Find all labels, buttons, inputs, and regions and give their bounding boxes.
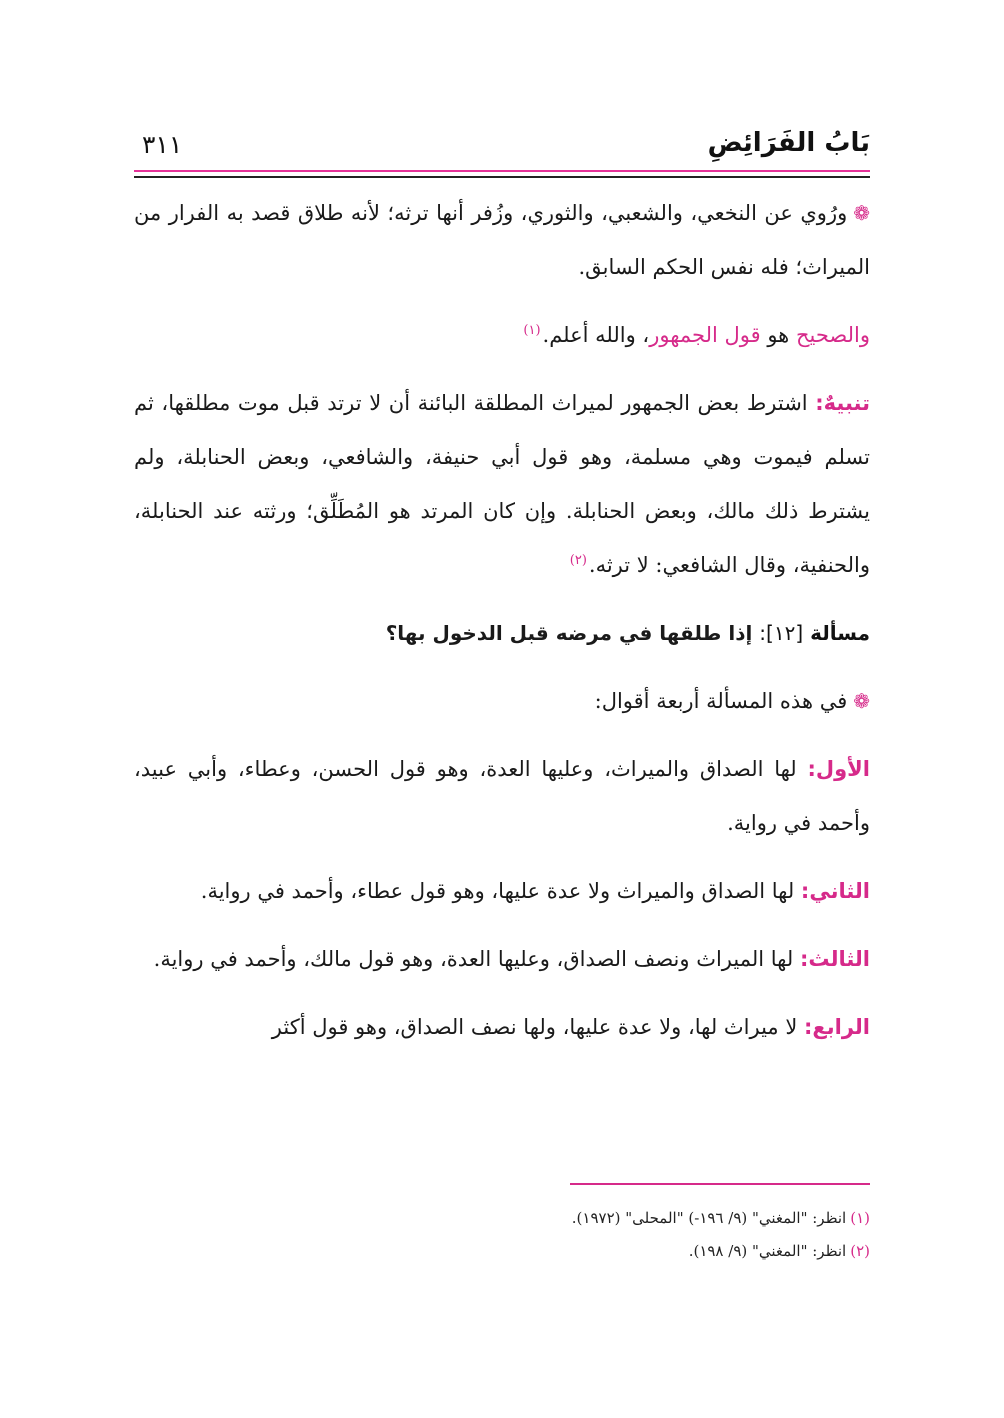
paragraph-narration [134,186,870,294]
paragraph-intro [134,674,870,728]
footnote-separator [570,1183,870,1185]
chapter-title: بَابُ الفَرَائِضِ [707,128,870,158]
page-body [134,186,870,1054]
conclusion-mid: هو [767,323,790,347]
opinion-third-text: لها الميراث ونصف الصداق، وعليها العدة، وهو قول مالك، وأحمد في رواية. [153,947,794,971]
opinion-second-text: لها الصداق والميراث ولا عدة عليها، وهو قول عطاء، وأحمد في رواية. [200,879,795,903]
issue-heading [134,606,870,660]
flower-icon: ❁ [853,201,870,225]
opinion-first [134,742,870,850]
paragraph-narration-text: ورُوي عن النخعي، والشعبي، والثوري، وزُفر أنها ترثه؛ لأنه طلاق قصد به الفرار من الميراث؛ فله نفس الحكم السابق. [134,201,870,279]
opinion-third [134,932,870,986]
footnote-2-number: (٢) [850,1242,870,1260]
footnote-1 [134,1202,870,1235]
opinion-second [134,864,870,918]
opinion-fourth-text: لا ميراث لها، ولا عدة عليها، ولها نصف الصداق، وهو قول أكثر [271,1015,798,1039]
opinion-first-label: الأول: [807,757,871,781]
opinion-fourth-label: الرابع: [804,1015,870,1039]
note-label: تنبيهٌ: [815,391,870,415]
paragraph-conclusion [134,308,870,362]
footnote-2-text: انظر: "المغني" (٩/ ١٩٨). [688,1242,847,1260]
opinion-third-label: الثالث: [799,947,870,971]
footnote-ref-1[interactable]: (١) [523,323,541,338]
paragraph-note [134,376,870,592]
issue-number: [١٢]: [759,621,804,645]
page-header [134,128,870,168]
conclusion-highlight: قول الجمهور [649,323,761,347]
header-rule-pink [134,170,870,172]
flower-icon: ❁ [853,689,870,713]
issue-label: مسألة [810,621,870,645]
note-text: اشترط بعض الجمهور لميراث المطلقة البائنة أن لا ترتد قبل موت مطلقها، ثم تسلم فيموت وهي مسلمة، وهو قول أبي حنيفة، والشافعي، وبعض الحنابلة، ولم يشترط ذلك مالك، وبعض الحنابلة. وإن كان المرتد هو المُطَلِّق؛ ورثته عند الحنابلة، والحنفية، وقال الشافعي: لا ترثه. [134,391,870,577]
header-rule-black [134,176,870,178]
conclusion-lead: والصحيح [795,323,870,347]
opinion-fourth [134,1000,870,1054]
opinion-second-label: الثاني: [800,879,870,903]
footnote-ref-2[interactable]: (٢) [569,553,587,568]
page-number: ٣١١ [142,130,183,159]
footnote-2 [134,1235,870,1268]
footnotes [134,1202,870,1268]
opinion-first-text: لها الصداق والميراث، وعليها العدة، وهو قول الحسن، وعطاء، وأبي عبيد، وأحمد في رواية. [134,757,870,835]
conclusion-tail: ، والله أعلم. [542,323,650,347]
issue-title: إذا طلقها في مرضه قبل الدخول بها؟ [385,621,753,645]
footnote-1-number: (١) [850,1209,870,1227]
paragraph-intro-text: في هذه المسألة أربعة أقوال: [594,689,848,713]
footnote-1-text: انظر: "المغني" (٩/ ١٩٦-) "المحلى" (١٩٧٢). [571,1209,847,1227]
